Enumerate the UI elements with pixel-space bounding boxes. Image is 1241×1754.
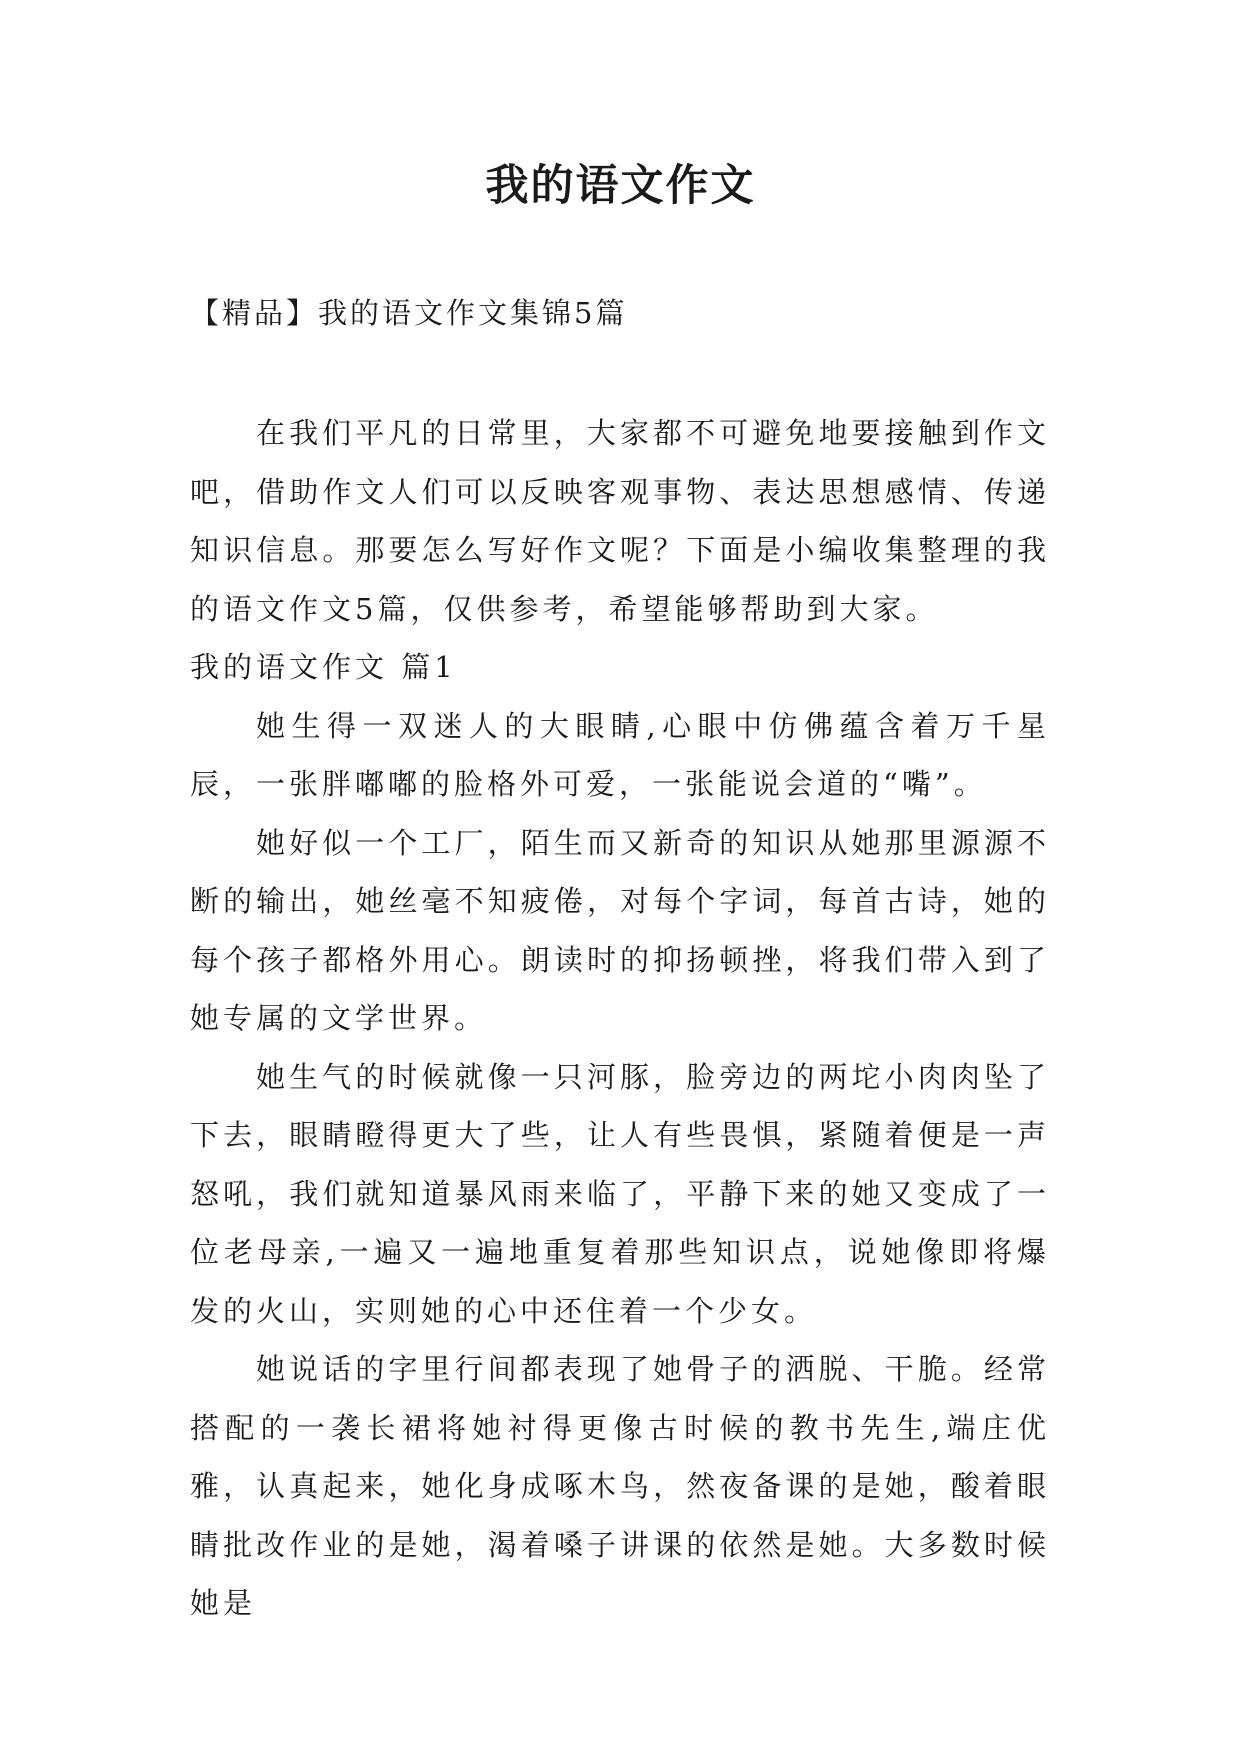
document-subtitle: 【精品】我的语文作文集锦5篇: [190, 296, 628, 330]
body-paragraph: 她说话的字里行间都表现了她骨子的洒脱、干脆。经常搭配的一袭长裙将她衬得更像古时候的教书先生,端庄优雅，认真起来，她化身成啄木鸟，然夜备课的是她，酸着眼睛批改作业的是她，渴着嗓子讲课的依然是她。大多数时候她是: [190, 1352, 1050, 1620]
intro-paragraph: 在我们平凡的日常里，大家都不可避免地要接触到作文吧，借助作文人们可以反映客观事物、表达思想感情、传递知识信息。那要怎么写好作文呢？下面是小编收集整理的我的语文作文5篇，仅供参考，希望能够帮助到大家。: [190, 416, 1050, 626]
section-heading: 我的语文作文 篇1: [190, 650, 457, 684]
body-paragraph: 她生得一双迷人的大眼睛,心眼中仿佛蕴含着万千星辰，一张胖嘟嘟的脸格外可爱，一张能说会道的“嘴”。: [190, 708, 1050, 801]
body-paragraph: 她好似一个工厂，陌生而又新奇的知识从她那里源源不断的输出，她丝毫不知疲倦，对每个字词，每首古诗，她的每个孩子都格外用心。朗读时的抑扬顿挫，将我们带入到了她专属的文学世界。: [190, 825, 1050, 1035]
document-body: [190, 404, 1050, 1633]
document-title: 我的语文作文: [485, 161, 756, 211]
body-paragraph: 她生气的时候就像一只河豚，脸旁边的两坨小肉肉坠了下去，眼睛瞪得更大了些，让人有些畏惧，紧随着便是一声怒吼，我们就知道暴风雨来临了，平静下来的她又变成了一位老母亲,一遍又一遍地重复着那些知识点，说她像即将爆发的火山，实则她的心中还住着一个少女。: [190, 1059, 1050, 1328]
